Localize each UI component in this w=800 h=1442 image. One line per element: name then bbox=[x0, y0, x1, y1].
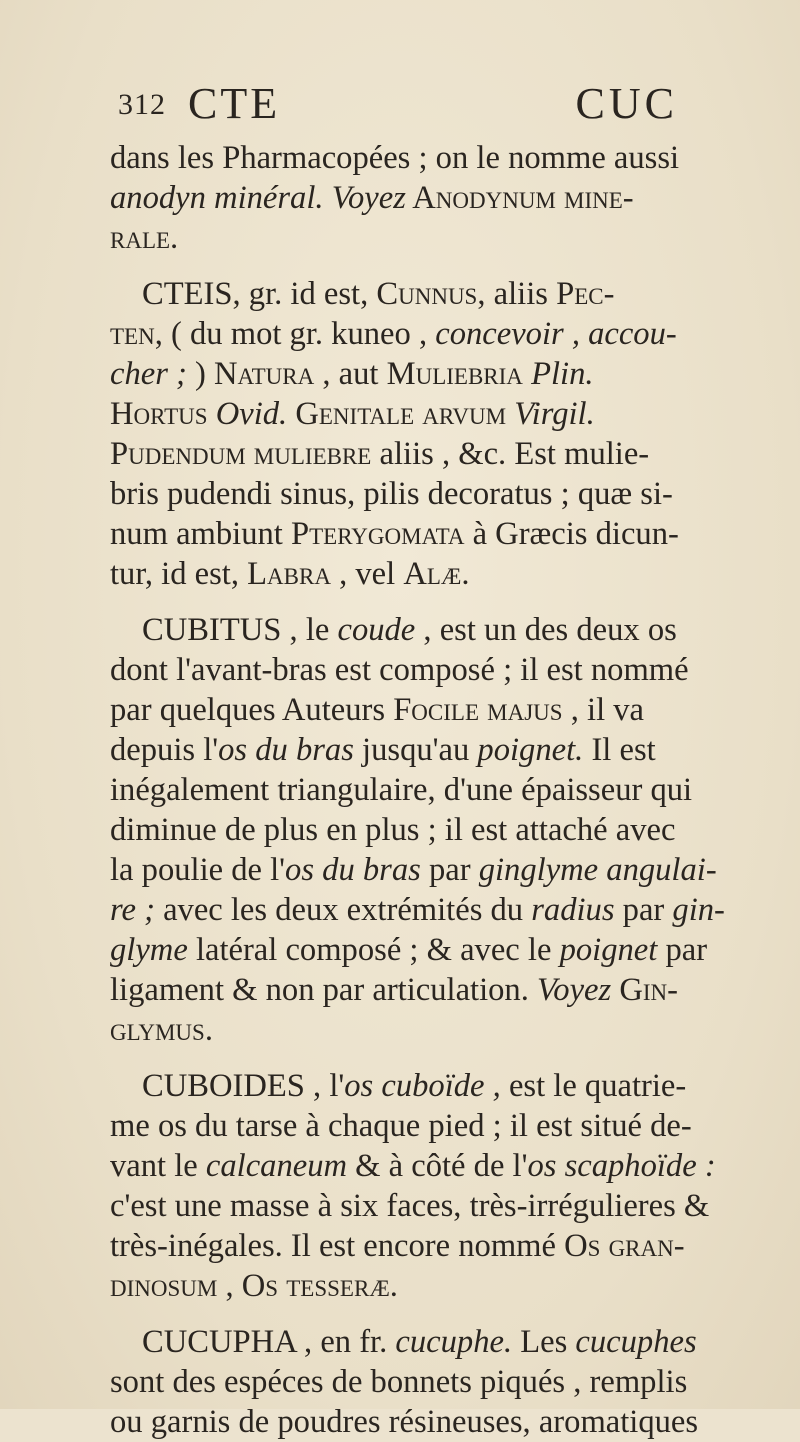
text-run: ) bbox=[186, 356, 215, 392]
text-run: depuis l' bbox=[110, 732, 219, 768]
text-run: , aliis bbox=[477, 276, 557, 312]
dictionary-text bbox=[110, 138, 725, 1442]
small-caps-text: Hortus bbox=[110, 396, 208, 432]
text-line bbox=[110, 1010, 695, 1050]
text-run: num ambiunt bbox=[110, 516, 291, 552]
small-caps-text: Pudendum muliebre bbox=[110, 436, 372, 472]
italic-text: concevoir , accou- bbox=[435, 316, 677, 352]
small-caps-text: Anodynum mine- bbox=[405, 180, 634, 216]
text-line bbox=[110, 554, 695, 594]
text-run: jusqu'au bbox=[353, 732, 478, 768]
text-line bbox=[110, 930, 708, 970]
text-line bbox=[110, 1186, 710, 1226]
small-caps-text: rale. bbox=[110, 220, 179, 256]
text-line bbox=[110, 610, 695, 650]
text-line bbox=[110, 434, 695, 474]
text-line bbox=[110, 1266, 695, 1306]
text-line bbox=[110, 514, 695, 554]
text-run: sont des espéces de bonnets piqués , remplis bbox=[110, 1364, 688, 1400]
text-run bbox=[208, 396, 216, 432]
italic-text: os cuboïde , bbox=[344, 1068, 501, 1104]
small-caps-text: Alæ bbox=[403, 556, 462, 592]
text-run: CTEIS, gr. id est, bbox=[142, 276, 377, 312]
text-line bbox=[110, 178, 695, 218]
small-caps-text: ten bbox=[110, 316, 155, 352]
dictionary-entry bbox=[110, 274, 695, 594]
text-run: latéral composé ; & avec le bbox=[187, 932, 560, 968]
text-run: à Græcis dicun- bbox=[464, 516, 679, 552]
italic-text: radius bbox=[531, 892, 615, 928]
small-caps-text: Focile majus bbox=[393, 692, 563, 728]
page-number: 312 bbox=[118, 88, 166, 121]
small-caps-text: Gin- bbox=[619, 972, 679, 1008]
small-caps-text: Labra bbox=[247, 556, 331, 592]
text-run: , aut bbox=[314, 356, 387, 392]
text-line bbox=[110, 650, 695, 690]
dictionary-entry bbox=[110, 610, 725, 1050]
text-run: CUCUPHA , en fr. bbox=[142, 1324, 396, 1360]
text-line bbox=[110, 850, 717, 890]
text-run: très-inégales. Il est encore nommé bbox=[110, 1228, 565, 1264]
text-line bbox=[110, 394, 695, 434]
italic-text: ginglyme angulai- bbox=[478, 852, 717, 888]
text-run: dans les Pharmacopées ; on le nomme aussi bbox=[110, 140, 680, 176]
text-run: ligament & non par articulation. bbox=[110, 972, 538, 1008]
text-line bbox=[110, 218, 695, 258]
text-run: ou garnis de poudres résineuses, aromatiques bbox=[110, 1404, 699, 1440]
running-header bbox=[118, 78, 678, 138]
text-run: par quelques Auteurs bbox=[110, 692, 394, 728]
text-run: inégalement triangulaire, d'une épaisseur qui bbox=[110, 772, 693, 808]
text-run: , est un des deux os bbox=[415, 612, 677, 648]
italic-text: Voyez bbox=[537, 972, 612, 1008]
text-run: bris pudendi sinus, pilis decoratus ; quæ si- bbox=[110, 476, 673, 512]
text-run: CUBOIDES , l' bbox=[142, 1068, 345, 1104]
small-caps-text: Muliebria bbox=[386, 356, 523, 392]
small-caps-text: Pterygomata bbox=[290, 516, 465, 552]
italic-text: re ; bbox=[110, 892, 155, 928]
text-line bbox=[110, 1226, 695, 1266]
italic-text: cucuphes bbox=[575, 1324, 697, 1360]
header-right-catchword: CUC bbox=[575, 79, 678, 128]
text-run: la poulie de l' bbox=[110, 852, 286, 888]
small-caps-text: Pec- bbox=[556, 276, 615, 312]
text-run: Les bbox=[512, 1324, 576, 1360]
italic-text: Plin. bbox=[531, 356, 594, 392]
text-line bbox=[110, 354, 695, 394]
text-line bbox=[110, 1322, 695, 1362]
italic-text: Virgil. bbox=[514, 396, 595, 432]
text-line bbox=[110, 770, 695, 810]
text-run: dont l'avant-bras est composé ; il est nommé bbox=[110, 652, 689, 688]
text-line bbox=[110, 1362, 695, 1402]
small-caps-text: Cunnus bbox=[376, 276, 478, 312]
text-run: . bbox=[461, 556, 470, 592]
text-line bbox=[110, 1146, 716, 1186]
text-run: par bbox=[420, 852, 479, 888]
text-run: est le quatrie- bbox=[500, 1068, 687, 1104]
italic-text: poignet. bbox=[477, 732, 584, 768]
text-run: , il va bbox=[562, 692, 645, 728]
header-left-catchword: CTE bbox=[188, 79, 281, 128]
italic-text: Voyez bbox=[331, 180, 406, 216]
text-line bbox=[110, 690, 695, 730]
text-run bbox=[506, 396, 514, 432]
italic-text: os du bras bbox=[285, 852, 421, 888]
italic-text: Ovid. bbox=[215, 396, 288, 432]
small-caps-text: glymus. bbox=[110, 1012, 213, 1048]
text-run: diminue de plus en plus ; il est attaché avec bbox=[110, 812, 676, 848]
text-line bbox=[110, 138, 695, 178]
text-line bbox=[110, 890, 725, 930]
text-run: , bbox=[217, 1268, 242, 1304]
small-caps-text: Genitale arvum bbox=[295, 396, 507, 432]
dictionary-entry bbox=[110, 1066, 716, 1306]
text-line bbox=[110, 1066, 695, 1106]
text-line bbox=[110, 474, 695, 514]
text-line bbox=[110, 274, 695, 314]
text-line bbox=[110, 730, 695, 770]
text-run bbox=[324, 180, 332, 216]
small-caps-text: dinosum bbox=[110, 1268, 218, 1304]
text-run: CUBITUS , le bbox=[142, 612, 338, 648]
italic-text: cucuphe. bbox=[395, 1324, 513, 1360]
small-caps-text: Os tesseræ. bbox=[241, 1268, 398, 1304]
italic-text: os du bras bbox=[218, 732, 354, 768]
text-run: , vel bbox=[330, 556, 404, 592]
italic-text: os scaphoïde : bbox=[527, 1148, 716, 1184]
italic-text: poignet bbox=[559, 932, 658, 968]
italic-text: coude bbox=[337, 612, 416, 648]
text-run: par bbox=[614, 892, 673, 928]
italic-text: anodyn minéral. bbox=[110, 180, 324, 216]
text-run: tur, id est, bbox=[110, 556, 248, 592]
text-run bbox=[523, 356, 531, 392]
text-run: , ( du mot gr. kuneo , bbox=[154, 316, 436, 352]
text-run: & à côté de l' bbox=[347, 1148, 528, 1184]
text-run: par bbox=[657, 932, 708, 968]
italic-text: glyme bbox=[110, 932, 188, 968]
italic-text: cher ; bbox=[110, 356, 187, 392]
text-line bbox=[110, 1106, 695, 1146]
text-run: vant le bbox=[110, 1148, 206, 1184]
small-caps-text: Natura bbox=[214, 356, 315, 392]
text-run: me os du tarse à chaque pied ; il est situé de- bbox=[110, 1108, 692, 1144]
text-run: c'est une masse à six faces, très-irrégulieres & bbox=[110, 1188, 710, 1224]
text-line bbox=[110, 970, 695, 1010]
dictionary-entry bbox=[110, 138, 695, 258]
text-line bbox=[110, 810, 695, 850]
text-run: avec les deux extrémités du bbox=[154, 892, 532, 928]
text-run: aliis , &c. Est mulie- bbox=[371, 436, 650, 472]
dictionary-entry bbox=[110, 1322, 699, 1442]
italic-text: calcaneum bbox=[205, 1148, 348, 1184]
text-line bbox=[110, 314, 695, 354]
text-run: Il est bbox=[583, 732, 656, 768]
italic-text: gin- bbox=[672, 892, 725, 928]
small-caps-text: Os gran- bbox=[564, 1228, 685, 1264]
text-line bbox=[110, 1402, 699, 1442]
